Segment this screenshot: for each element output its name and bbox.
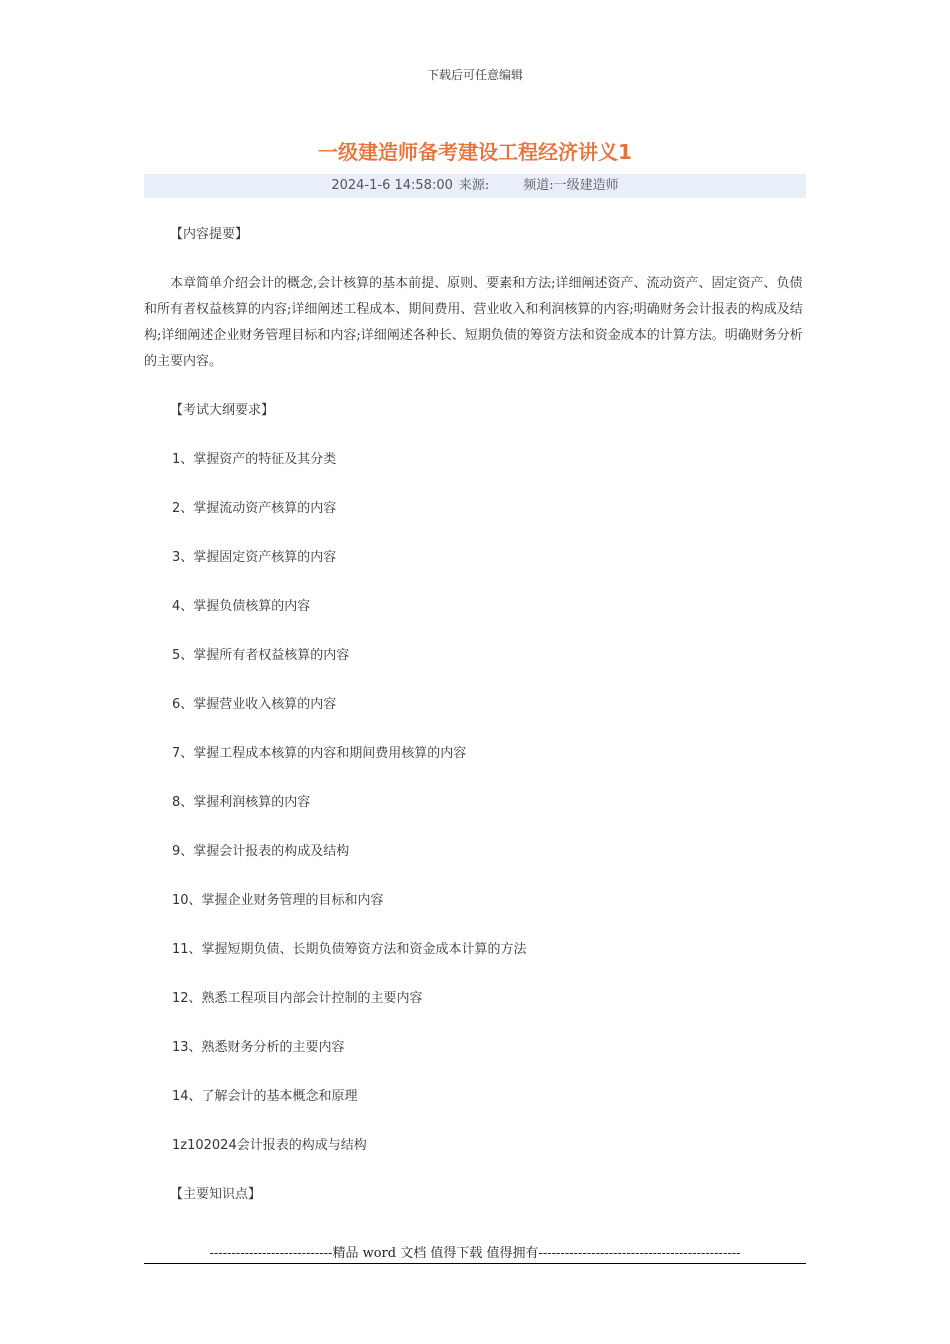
item-text: 、掌握工程成本核算的内容和期间费用核算的内容 xyxy=(180,746,467,761)
item-text: 、掌握固定资产核算的内容 xyxy=(180,550,337,565)
item-text: 、了解会计的基本概念和原理 xyxy=(188,1089,358,1104)
list-item xyxy=(144,741,806,767)
item-number: 6 xyxy=(172,697,181,712)
list-item xyxy=(144,1084,806,1110)
list-item xyxy=(144,496,806,522)
item-text: 、掌握利润核算的内容 xyxy=(180,795,311,810)
item-number: 12 xyxy=(172,991,189,1006)
section-title: 会计报表的构成与结构 xyxy=(236,1138,367,1153)
list-item xyxy=(144,839,806,865)
key-points-heading: 【主要知识点】 xyxy=(170,1187,262,1202)
list-item xyxy=(144,888,806,914)
item-text: 、掌握所有者权益核算的内容 xyxy=(180,648,350,663)
item-number: 13 xyxy=(172,1040,189,1055)
item-number: 14 xyxy=(172,1089,189,1104)
item-text: 、熟悉工程项目内部会计控制的主要内容 xyxy=(188,991,423,1006)
article-title: 一级建造师备考建设工程经济讲义1 xyxy=(318,140,632,164)
header-note: 下载后可任意编辑 xyxy=(426,68,523,82)
item-number: 10 xyxy=(172,893,189,908)
item-number: 7 xyxy=(172,746,181,761)
section-heading xyxy=(144,1133,806,1159)
list-item xyxy=(144,692,806,718)
section-code: 1z102024 xyxy=(172,1138,237,1153)
list-item xyxy=(144,545,806,571)
article-body xyxy=(144,222,806,1231)
item-number: 3 xyxy=(172,550,181,565)
item-text: 、掌握营业收入核算的内容 xyxy=(180,697,337,712)
outline-heading: 【考试大纲要求】 xyxy=(170,403,275,418)
summary-heading: 【内容提要】 xyxy=(170,227,249,242)
list-item xyxy=(144,1035,806,1061)
item-number: 9 xyxy=(172,844,181,859)
item-text: 、掌握负债核算的内容 xyxy=(180,599,311,614)
list-item xyxy=(144,790,806,816)
footer-divider xyxy=(144,1263,806,1264)
item-number: 1 xyxy=(172,452,181,467)
list-item xyxy=(144,937,806,963)
item-number: 2 xyxy=(172,501,181,516)
list-item xyxy=(144,986,806,1012)
article-meta-bar xyxy=(144,174,806,198)
summary-text: 本章简单介绍会计的概念,会计核算的基本前提、原则、要素和方法;详细阐述资产、流动资产、固定资产、负债和所有者权益核算的内容;详细阐述工程成本、期间费用、营业收入和利润核算的内容;明确财务会计报表的构成及结构;详细阐述企业财务管理目标和内容;详细阐述各种长、短期负债的筹资方法和资金成本的计算方法。明确财务分析的主要内容。 xyxy=(144,276,803,369)
item-text: 、掌握会计报表的构成及结构 xyxy=(180,844,350,859)
list-item xyxy=(144,594,806,620)
item-text: 、掌握流动资产核算的内容 xyxy=(180,501,337,516)
channel-label: 频道:一级建造师 xyxy=(523,178,619,193)
item-text: 、掌握短期负债、长期负债筹资方法和资金成本计算的方法 xyxy=(188,942,527,957)
item-number: 8 xyxy=(172,795,181,810)
list-item xyxy=(144,643,806,669)
footer-banner: ----------------------------精品 word 文档 值得下载 值得拥有---------------------------------------------- xyxy=(209,1246,741,1261)
item-number: 4 xyxy=(172,599,181,614)
item-number: 5 xyxy=(172,648,181,663)
source-label: 来源: xyxy=(458,178,490,193)
item-number: 11 xyxy=(172,942,189,957)
item-text: 、熟悉财务分析的主要内容 xyxy=(188,1040,345,1055)
list-item xyxy=(144,447,806,473)
outline-list xyxy=(144,447,806,1110)
publish-date: 2024-1-6 14:58:00 xyxy=(331,178,453,193)
item-text: 、掌握资产的特征及其分类 xyxy=(180,452,337,467)
item-text: 、掌握企业财务管理的目标和内容 xyxy=(188,893,384,908)
